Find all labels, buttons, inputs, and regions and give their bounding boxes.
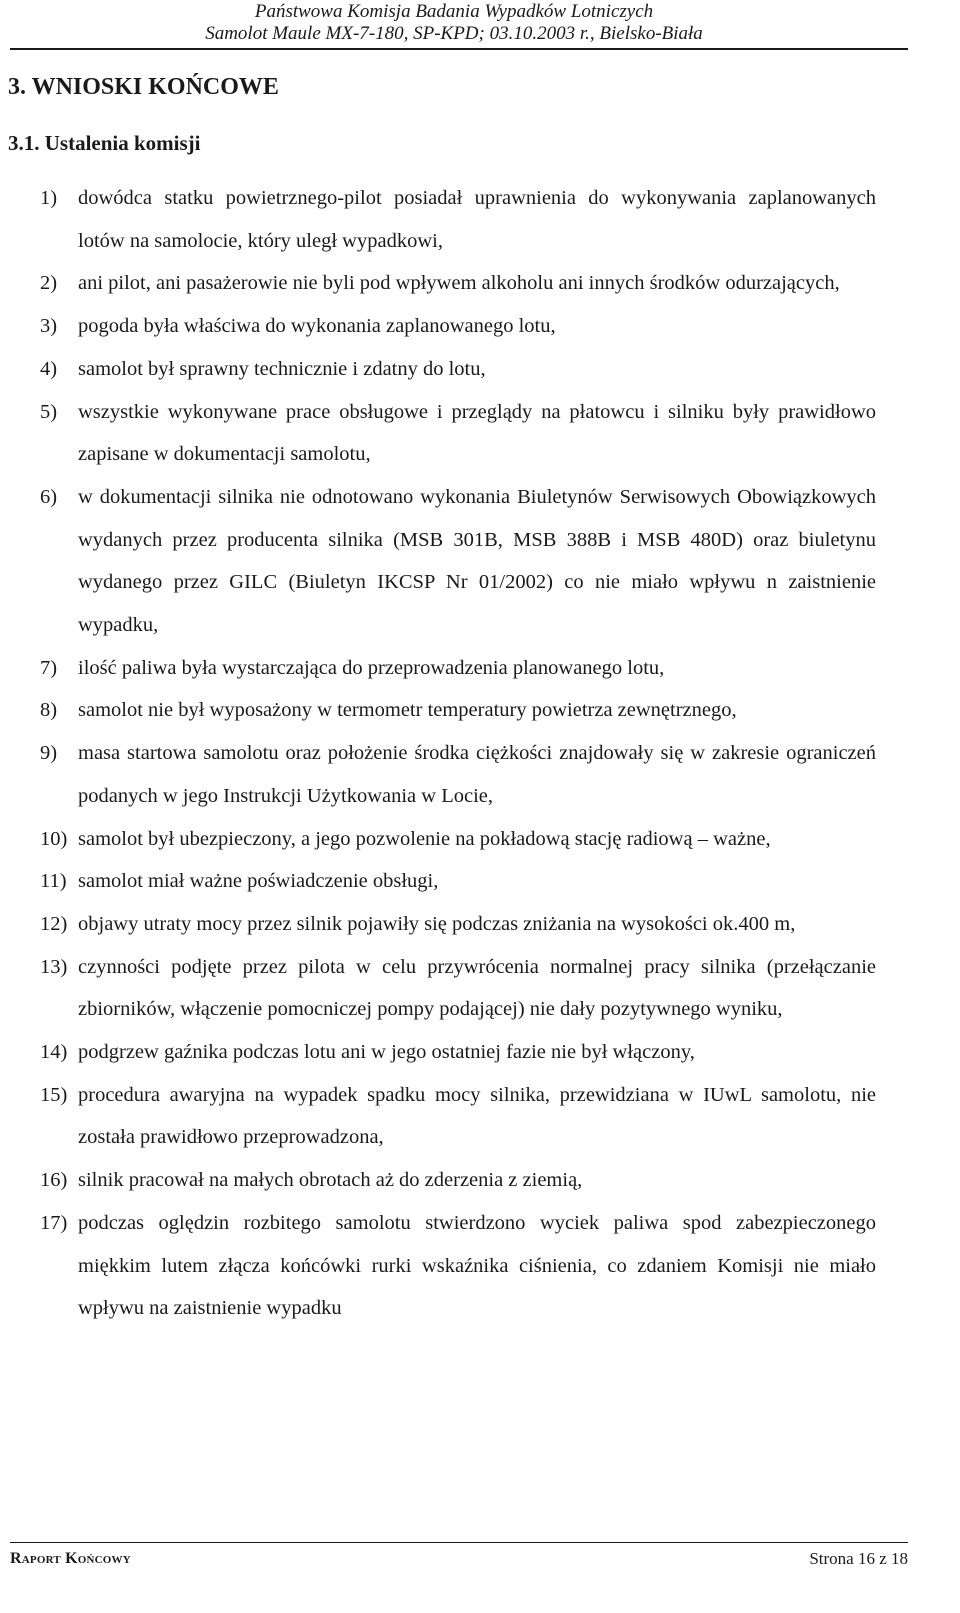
finding-text: wszystkie wykonywane prace obsługowe i przeglądy na płatowcu i silniku były prawidłowo zapisane w dokumentacji samolotu, [78,400,876,466]
finding-text: procedura awaryjna na wypadek spadku mocy silnika, przewidziana w IUwL samolotu, nie została prawidłowo przeprowadzona, [78,1083,876,1149]
header-commission-name: Państwowa Komisja Badania Wypadków Lotniczych [254,1,654,22]
finding-number: 4) [40,357,58,380]
finding-item [40,476,876,647]
finding-text: ilość paliwa była wystarczająca do przeprowadzenia planowanego lotu, [78,656,665,679]
finding-number: 8) [40,699,58,722]
finding-text: ani pilot, ani pasażerowie nie byli pod wpływem alkoholu ani innych środków odurzających, [78,272,840,295]
footer-report-title: Raport Końcowy [10,1550,131,1567]
finding-text: dowódca statku powietrznego-pilot posiadał uprawnienia do wykonywania zaplanowanych lotów na samolocie, który uległ wypadkowi, [78,187,876,252]
finding-item [40,348,876,391]
footer-page-number: Strona 16 z 18 [809,1549,908,1568]
finding-item [40,1031,876,1074]
finding-number: 11) [40,870,67,893]
finding-text: w dokumentacji silnika nie odnotowano wykonania Biuletynów Serwisowych Obowiązkowych wydanych przez producenta silnika (MSB 301B, MSB 388B i MSB 480D) oraz biuletynu wydanego przez GILC (Biuletyn IKCSP Nr 01/2002) co nie miało wpływu n zaistnienie wypadku, [78,485,876,637]
finding-number: 15) [40,1083,68,1106]
finding-item [40,732,876,817]
finding-item [40,818,876,861]
finding-number: 3) [40,315,58,338]
subsection-title: 3.1. Ustalenia komisji [8,131,201,155]
finding-item [40,689,876,732]
finding-number: 17) [40,1211,68,1234]
finding-number: 9) [40,742,58,765]
finding-number: 2) [40,272,58,295]
section-title: 3. WNIOSKI KOŃCOWE [8,74,279,100]
finding-text: samolot był ubezpieczony, a jego pozwolenie na pokładową stację radiową – ważne, [78,827,771,850]
finding-text: samolot miał ważne poświadczenie obsługi, [78,870,439,893]
finding-text: podczas oględzin rozbitego samolotu stwierdzono wyciek paliwa spod zabezpieczonego miękkim lutem złącza końcówki rurki wskaźnika ciśnienia, co zdaniem Komisji nie miało wpływu na zaistnienie wypadku [78,1211,876,1320]
finding-text: pogoda była właściwa do wykonania zaplanowanego lotu, [78,315,556,338]
finding-item [40,1202,876,1330]
finding-number: 16) [40,1169,68,1192]
header-divider [10,48,908,50]
finding-text: samolot nie był wyposażony w termometr temperatury powietrza zewnętrznego, [78,699,737,722]
finding-item [40,305,876,348]
finding-item [40,903,876,946]
finding-item [40,647,876,690]
finding-number: 5) [40,400,58,423]
finding-number: 6) [40,485,58,508]
finding-item [40,1159,876,1202]
finding-number: 7) [40,656,58,679]
footer-divider [10,1542,908,1543]
finding-item [40,860,876,903]
finding-number: 1) [40,187,58,209]
finding-item [40,1074,876,1159]
finding-item [40,946,876,1031]
finding-text: silnik pracował na małych obrotach aż do zderzenia z ziemią, [78,1169,583,1192]
header-aircraft-info: Samolot Maule MX-7-180, SP-KPD; 03.10.2003 r., Bielsko-Biała [205,23,703,44]
finding-number: 12) [40,912,68,935]
finding-number: 13) [40,955,68,978]
finding-item [40,177,876,262]
finding-text: objawy utraty mocy przez silnik pojawiły się podczas zniżania na wysokości ok.400 m, [78,912,796,935]
finding-text: masa startowa samolotu oraz położenie środka ciężkości znajdowały się w zakresie ograniczeń podanych w jego Instrukcji Użytkowania w Locie, [78,742,876,807]
findings-list [40,177,876,1330]
finding-text: czynności podjęte przez pilota w celu przywrócenia normalnej pracy silnika (przełączanie zbiorników, włączenie pomocniczej pompy podającej) nie dały pozytywnego wyniku, [78,955,876,1021]
finding-number: 14) [40,1041,68,1064]
finding-text: podgrzew gaźnika podczas lotu ani w jego ostatniej fazie nie był włączony, [78,1041,695,1064]
finding-number: 10) [40,827,68,850]
finding-item [40,262,876,305]
finding-text: samolot był sprawny technicznie i zdatny do lotu, [78,357,486,380]
finding-item [40,391,876,476]
